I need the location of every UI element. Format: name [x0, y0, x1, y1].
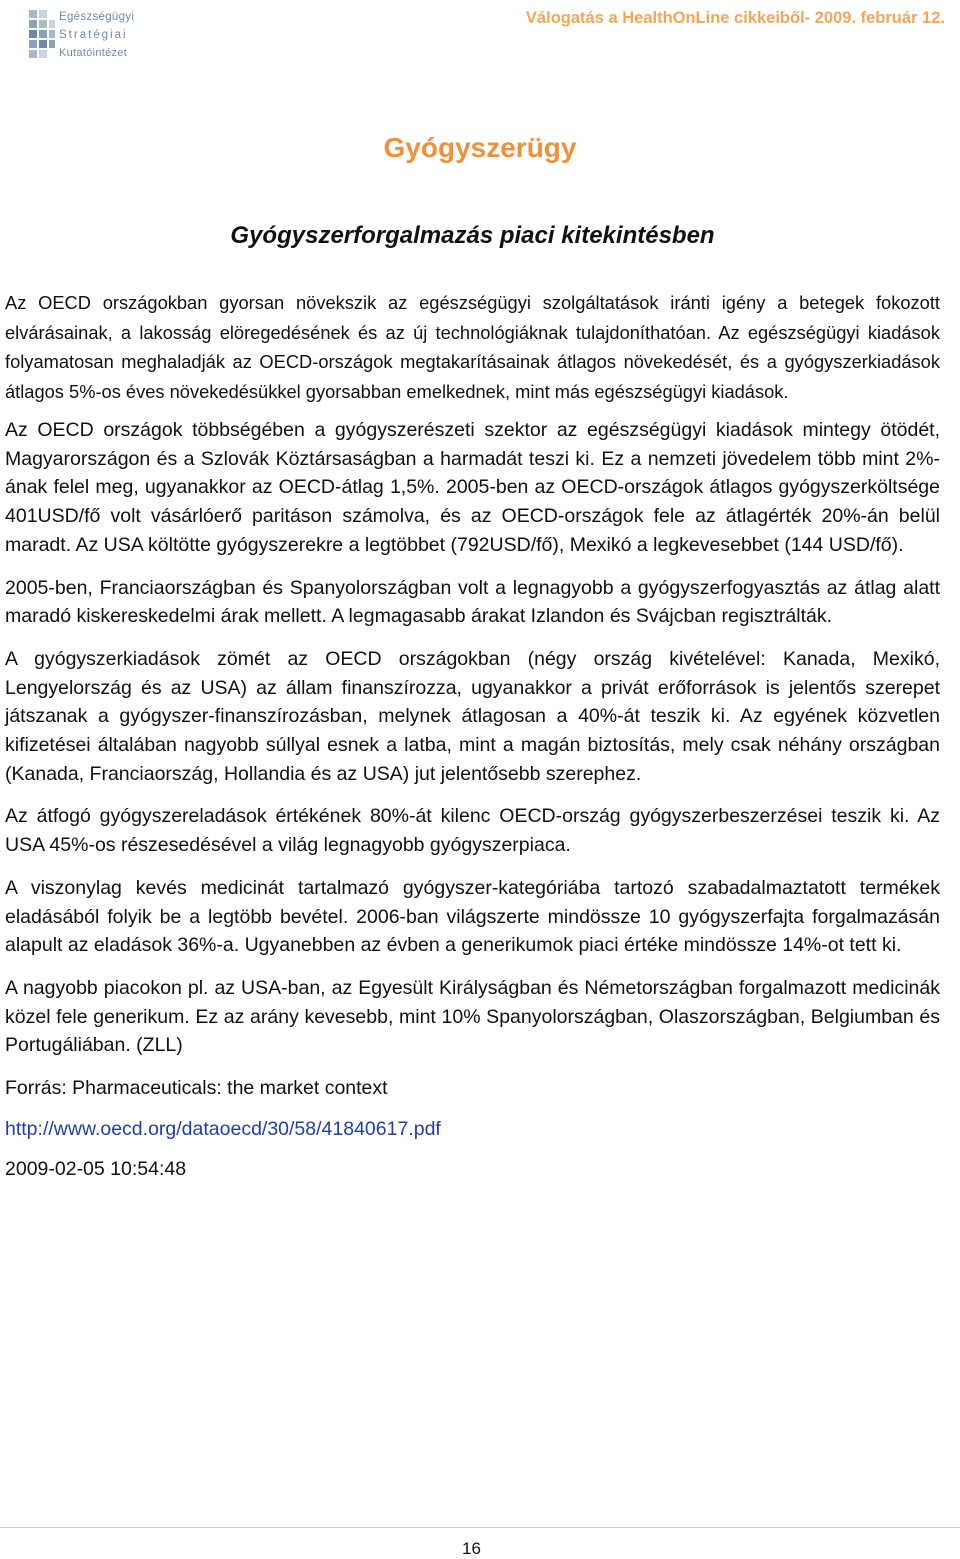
article-subtitle: Gyógyszerforgalmazás piaci kitekintésben — [230, 222, 715, 249]
source-link-line — [5, 1115, 940, 1144]
logo-line-2: Stratégiai — [59, 29, 128, 41]
timestamp: 2009-02-05 10:54:48 — [5, 1158, 187, 1181]
institute-logo — [27, 6, 157, 64]
paragraph: 2005-ben, Franciaországban és Spanyolországban volt a legnagyobb a gyógyszerfogyasztás az átlag alatt maradó kiskereskedelmi árak mellett. A legmagasabb árakat Izlandon és Svájcban regisztrálták. — [5, 576, 940, 628]
page-header — [0, 0, 960, 70]
page-number: 16 — [462, 1539, 481, 1558]
logo-mark-icon — [27, 6, 57, 64]
logo-wordmark — [59, 8, 159, 62]
paragraph: Az átfogó gyógyszereladások értékének 80%-át kilenc OECD-ország gyógyszerbeszerzései teszik ki. Az USA 45%-os részesedésével a világ legnagyobb gyógyszerpiaca. — [5, 805, 940, 857]
logo-line-1: Egészségügyi — [59, 11, 135, 23]
article-title: Gyógyszerügy — [383, 132, 577, 163]
logo-line-3: Kutatóintézet — [59, 47, 128, 59]
paragraph: A gyógyszerkiadások zömét az OECD országokban (négy ország kivételével: Kanada, Mexikó, Lengyelország és az USA) az állam finanszírozza, ugyanakkor a privát erőforrások is jelentős szerepet játszanak a gyógyszer-finanszírozásban, melynek átlagosan a 40%-át teszik ki. Az egyének közvetlen kifizetései általában nagyobb súllyal esnek a latba, mint a magán biztosítás, mely csak néhány országban (Kanada, Franciaország, Hollandia és az USA) jut jelentősebb szerephez. — [5, 647, 940, 785]
header-publication-note: Válogatás a HealthOnLine cikkeiből- 2009. február 12. — [525, 9, 945, 27]
article-body — [5, 288, 940, 1196]
footer-divider — [0, 1527, 960, 1528]
paragraph: Az OECD országokban gyorsan növekszik az egészségügyi szolgáltatások iránti igény a betegek fokozott elvárásainak, a lakosság elöregedésének és az új technológiáknak tulajdoníthatóan. Az egészségügyi kiadások folyamatosan meghaladják az OECD-országok megtakarításainak átlagos növekedését, és a gyógyszerkiadások átlagos 5%-os éves növekedésükkel gyorsabban emelkednek, mint más egészségügyi kiadások. — [5, 292, 940, 402]
paragraph: A nagyobb piacokon pl. az USA-ban, az Egyesült Királyságban és Németországban forgalmazott medicinák közel fele generikum. Ez az arány kevesebb, mint 10% Spanyolországban, Olaszországban, Belgiumban és Portugáliában. (ZLL) — [5, 976, 940, 1057]
source-link[interactable]: http://www.oecd.org/dataoecd/30/58/41840617.pdf — [5, 1117, 441, 1140]
source-line: Forrás: Pharmaceuticals: the market context — [5, 1077, 388, 1100]
paragraph: Az OECD országok többségében a gyógyszerészeti szektor az egészségügyi kiadások mintegy ötödét, Magyarországon és a Szlovák Köztársaságban a harmadát teszi ki. Ez a nemzeti jövedelem több mint 2%-ának felel meg, ugyanakkor az OECD-átlag 1,5%. 2005-ben az OECD-országok átlagos gyógyszerköltsége 401USD/fő volt vásárlóerő paritáson számolva, és az OECD-országok fele az átlagérték 20%-án belül maradt. Az USA költötte gyógyszerekre a legtöbbet (792USD/fő), Mexikó a legkevesebbet (144 USD/fő). — [5, 419, 940, 556]
paragraph: A viszonylag kevés medicinát tartalmazó gyógyszer-kategóriába tartozó szabadalmaztatott termékek eladásából folyik be a legtöbb bevétel. 2006-ban világszerte mindössze 10 gyógyszerfajta forgalmazásán alapult az eladások 36%-a. Ugyanebben az évben a generikumok piaci értéke mindössze 14%-ot tett ki. — [5, 876, 940, 957]
